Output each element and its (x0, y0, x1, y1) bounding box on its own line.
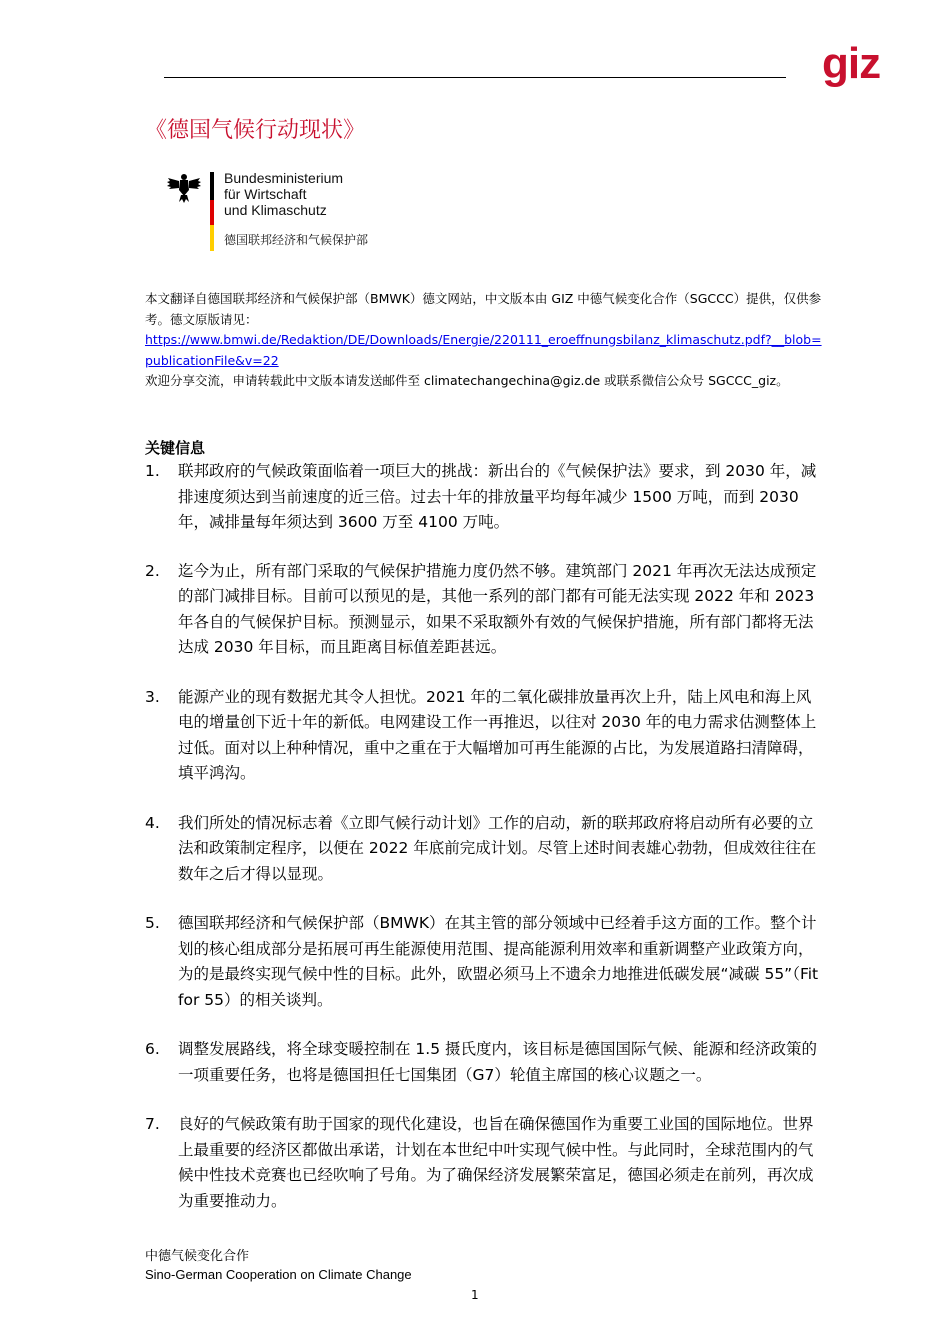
header-rule (164, 77, 786, 78)
item-text: 德国联邦经济和气候保护部（BMWK）在其主管的部分领域中已经着手这方面的工作。整个计划的核心组成部分是拓展可再生能源使用范围、提高能源利用效率和重新调整产业政策方向，为的是最终实现气候中性的目标。此外，欧盟必须马上不遗余力地推进低碳发展“减碳 55”（Fit for 55）的相关谈判。 (178, 914, 819, 1009)
flag-stripe-gold (210, 225, 214, 251)
original-document-link[interactable]: https://www.bmwi.de/Redaktion/DE/Downloads/Energie/220111_eroeffnungsbilanz_klimaschutz.pdf?__blob=publicationFile&v=22 (145, 332, 822, 368)
list-item (145, 459, 825, 536)
item-text: 能源产业的现有数据尤其令人担忧。2021 年的二氧化碳排放量再次上升，陆上风电和海上风电的增量创下近十年的新低。电网建设工作一再推迟，以往对 2030 年的电力需求估测整体上过低。面对以上种种情况，重中之重在于大幅增加可再生能源的占比，为发展道路扫清障碍，填平鸿沟。 (178, 687, 817, 782)
item-number: 4. (145, 813, 160, 832)
item-text: 调整发展路线，将全球变暖控制在 1.5 摄氏度内，该目标是德国国际气候、能源和经济政策的一项重要任务，也将是德国担任七国集团（G7）轮值主席国的核心议题之一。 (178, 1040, 818, 1084)
key-info-heading: 关键信息 (145, 439, 206, 457)
item-text: 良好的气候政策有助于国家的现代化建设，也旨在确保德国作为重要工业国的国际地位。世界上最重要的经济区都做出承诺，计划在本世纪中叶实现气候中性。与此同时，全球范围内的气候中性技术竞赛也已经吹响了号角。为了确保经济发展繁荣富足，德国必须走在前列，再次成为重要推动力。 (178, 1115, 814, 1210)
key-info-list (145, 459, 825, 1214)
ministry-name-line: Bundesministerium (224, 170, 344, 186)
flag-stripe-red (210, 200, 214, 225)
footer-org-en: Sino-German Cooperation on Climate Change (145, 1267, 412, 1282)
list-item (145, 1037, 825, 1088)
item-text: 我们所处的情况标志着《立即气候行动计划》工作的启动，新的联邦政府将启动所有必要的立法和政策制定程序，以便在 2022 年底前完成计划。尽管上述时间表雄心勃勃，但成效往往在数年之后才得以显现。 (178, 813, 817, 883)
item-number: 5. (145, 914, 160, 932)
ministry-name-de (224, 170, 343, 218)
ministry-logo (166, 168, 466, 258)
item-number: 7. (145, 1115, 160, 1133)
item-number: 2. (145, 561, 160, 580)
giz-logo: giz (822, 39, 881, 88)
flag-stripe-black (210, 172, 214, 200)
list-item (145, 685, 825, 787)
ministry-name-line: und Klimaschutz (224, 202, 327, 218)
list-item (145, 911, 825, 1013)
footer-org-cn: 中德气候变化合作 (145, 1249, 250, 1264)
list-item (145, 1112, 825, 1214)
list-item (145, 559, 825, 661)
item-number: 3. (145, 687, 160, 706)
page-number: 1 (471, 1288, 479, 1302)
reprint-contact-text: 欢迎分享交流，申请转载此中文版本请发送邮件至 climatechangechina@giz.de 或联系微信公众号 SGCCC_giz。 (145, 373, 789, 388)
item-number: 1. (145, 462, 160, 480)
item-text: 联邦政府的气候政策面临着一项巨大的挑战：新出台的《气候保护法》要求，到 2030 年，减排速度须达到当前速度的近三倍。过去十年的排放量平均每年减少 1500 万吨，而到 2030 年，减排量每年须达到 3600 万至 4100 万吨。 (178, 462, 817, 531)
document-title: 《德国气候行动现状》 (145, 118, 366, 143)
federal-eagle-icon (166, 172, 202, 204)
list-item (145, 811, 825, 888)
translation-note (145, 289, 825, 392)
item-text: 迄今为止，所有部门采取的气候保护措施力度仍然不够。建筑部门 2021 年再次无法达成预定的部门减排目标。目前可以预见的是，其他一系列的部门都有可能无法实现 2022 年和 2023 年各自的气候保护目标。预测显示，如果不采取额外有效的气候保护措施，所有部门都将无法达成 2030 年目标，而且距离目标值差距甚远。 (178, 561, 817, 656)
ministry-name-cn: 德国联邦经济和气候保护部 (224, 233, 369, 247)
translation-source-text: 本文翻译自德国联邦经济和气候保护部（BMWK）德文网站，中文版本由 GIZ 中德气候变化合作（SGCCC）提供，仅供参考。德文原版请见： (145, 291, 822, 327)
item-number: 6. (145, 1040, 160, 1058)
ministry-name-line: für Wirtschaft (224, 186, 307, 202)
